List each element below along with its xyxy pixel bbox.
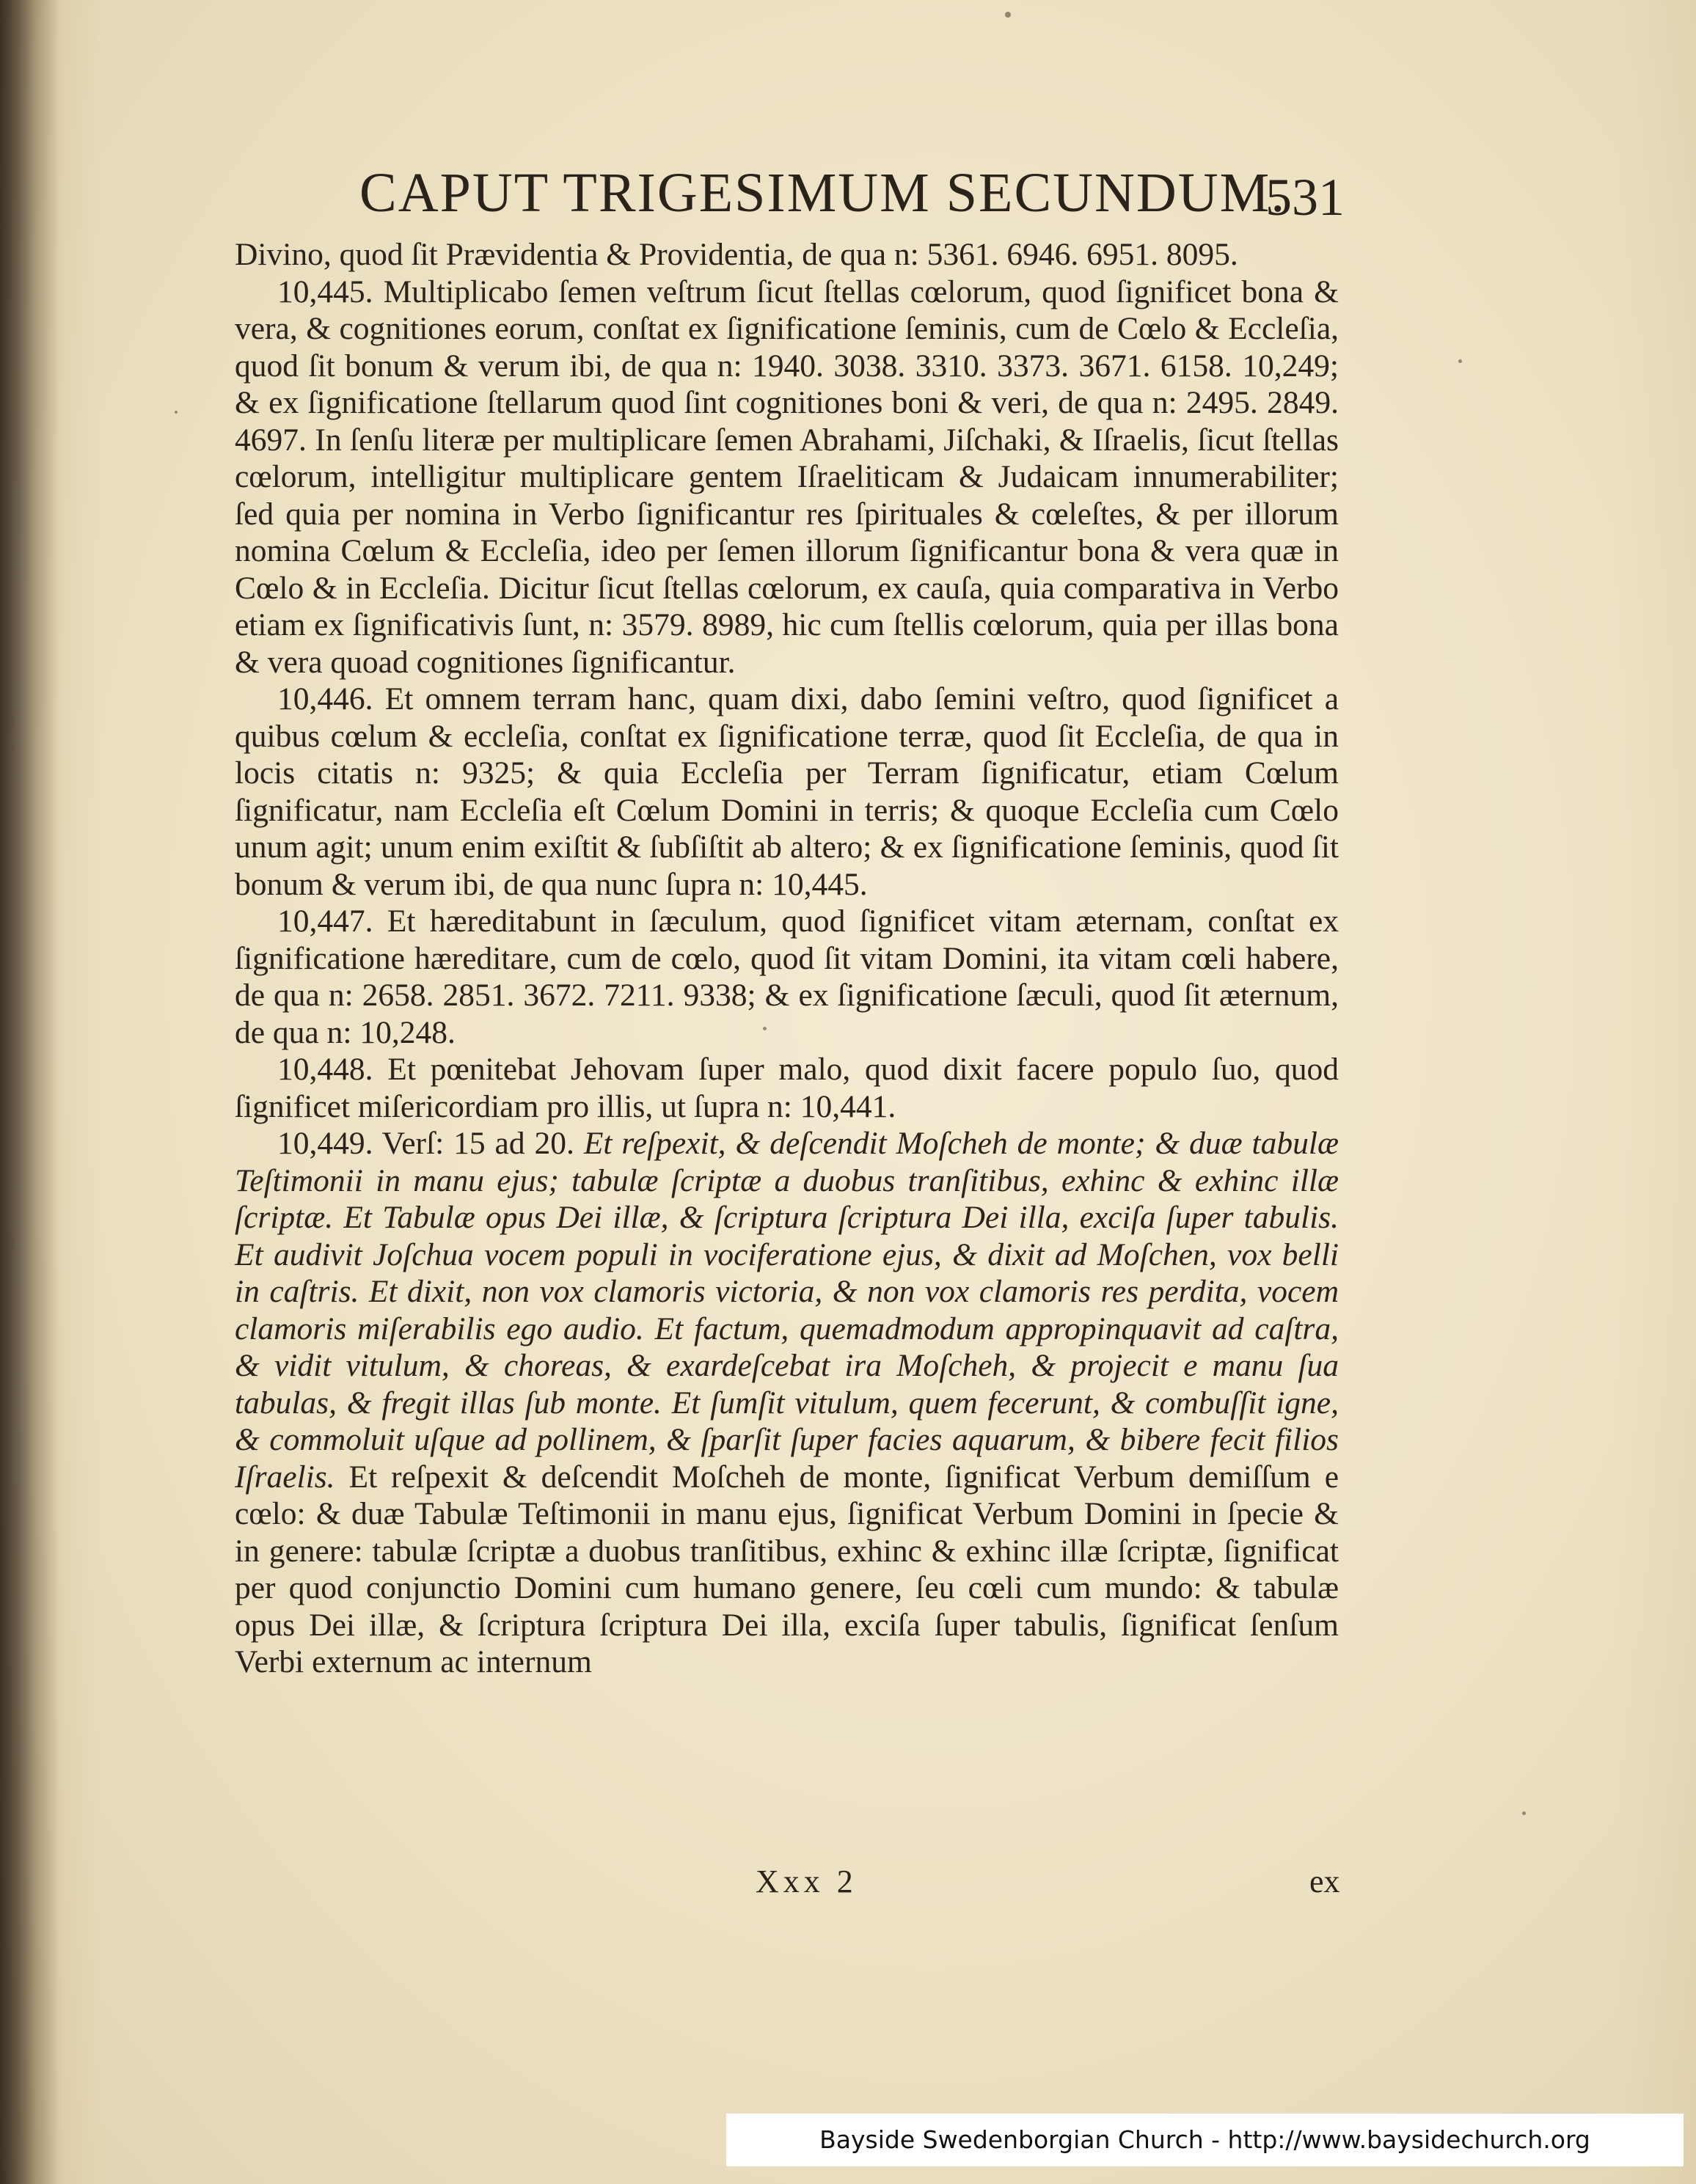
page-number: 531 [1265,168,1345,227]
running-head: CAPUT TRIGESIMUM SECUNDUM. [359,162,1287,224]
signature-mark: Xxx 2 [756,1864,858,1899]
paragraph-text: Et omnem terram hanc, quam dixi, dabo ſemini veſtro, quod ſignificet a quibus cœlum & eccleſia, conſtat ex ſignificatione terræ, quod ſit Eccleſia, de qua in locis citatis n: 9325; & quia Eccleſia per Terram ſignificatur, etiam Cœlum ſignificatur, nam Eccleſia eſt Cœlum Domini in terris; & quoque Eccleſia cum Cœlo unum agit; unum enim exiſtit & ſubſiſtit ab altero; & ex ſignificatione ſeminis, quod ſit bonum & verum ibi, de qua nunc ſupra n: 10,445. [235,681,1339,902]
paragraph-10449 [235,1125,1339,1681]
ink-speck [1005,12,1011,18]
spine-shadow [0,0,59,2184]
ink-speck [1522,1811,1526,1815]
paragraph-number: 10,449. [277,1126,373,1161]
ink-speck [1458,359,1462,363]
paragraph-text: Et pœnitebat Jehovam ſuper malo, quod dixit facere populo ſuo, quod ſignificet miſericordiam pro illis, ut ſupra n: 10,441. [235,1052,1339,1124]
watermark-banner: Bayside Swedenborgian Church - http://www.baysidechurch.org [726,2114,1684,2166]
paragraph-number: 10,445. [277,274,373,309]
ink-speck [763,1027,767,1030]
paragraph-number: 10,448. [277,1052,373,1087]
catchword: ex [1309,1864,1340,1899]
paragraph-text: Multiplicabo ſemen veſtrum ſicut ſtellas cœlorum, quod ſignificet bona & vera, & cognitiones eorum, conſtat ex ſignificatione ſeminis, cum de Cœlo & Eccleſia, quod ſit bonum & verum ibi, de qua n: 1940. 3038. 3310. 3373. 3671. 6158. 10,249; & ex ſignificatione ſtellarum quod ſint cognitiones boni & veri, de qua n: 2495. 2849. 4697. In ſenſu literæ per multiplicare ſemen Abrahami, Jiſchaki, & Iſraelis, ſicut ſtellas cœlorum, intelligitur multiplicare gentem Iſraeliticam & Judaicam innumerabiliter; ſed quia per nomina in Verbo ſignificantur res ſpirituales & cœleſtes, & per illorum nomina Cœlum & Eccleſia, ideo per ſemen illorum ſignificantur bona & vera quæ in Cœlo & in Eccleſia. Dicitur ſicut ſtellas cœlorum, ex cauſa, quia comparativa in Verbo etiam ex ſignificativis ſunt, n: 3579. 8989, hic cum ſtellis cœlorum, quia per illas bona & vera quoad cognitiones ſignificantur. [235,274,1339,680]
ink-speck [175,411,178,414]
paragraph-text: Divino, quod ſit Prævidentia & Providentia, de qua n: 5361. 6946. 6951. 8095. [235,237,1238,272]
paragraph-continuation [235,236,1339,274]
verse-reference: Verſ: 15 ad 20. [381,1126,574,1161]
paragraph-10447 [235,903,1339,1051]
paragraph-10445 [235,274,1339,681]
paragraph-10448 [235,1051,1339,1125]
paragraph-text: Et hæreditabunt in ſæculum, quod ſignificet vitam æternam, conſtat ex ſignificatione hæreditare, cum de cœlo, quod ſit vitam Domini, ita vitam cœli habere, de qua n: 2658. 2851. 3672. 7211. 9338; & ex ſignificatione ſæculi, quod ſit æternum, de qua n: 10,248. [235,904,1339,1050]
paragraph-text: Et reſpexit & deſcendit Moſcheh de monte, ſignificat Verbum demiſſum e cœlo: & duæ Tabulæ Teſtimonii in manu ejus, ſignificat Verbum Domini in ſpecie & in genere: tabulæ ſcriptæ a duobus tranſitibus, exhinc & exhinc illæ ſcriptæ, ſignificat per quod conjunctio Domini cum humano genere, ſeu cœli cum mundo: & tabulæ opus Dei illæ, & ſcriptura ſcriptura Dei illa, exciſa ſuper tabulis, ſignificat ſenſum Verbi externum ac internum [235,1459,1339,1679]
body-text [235,236,1339,1681]
paragraph-10446 [235,681,1339,903]
paragraph-number: 10,447. [277,904,373,939]
scripture-quotation: Et reſpexit, & deſcendit Moſcheh de monte; & duæ tabulæ Teſtimonii in manu ejus; tabulæ ſcriptæ a duobus tranſitibus, exhinc & exhinc illæ ſcriptæ. Et Tabulæ opus Dei illæ, & ſcriptura ſcriptura Dei illa, exciſa ſuper tabulis. Et audivit Joſchua vocem populi in vociferatione ejus, & dixit ad Moſchen, vox belli in caſtris. Et dixit, non vox clamoris victoria, & non vox clamoris res perdita, vocem clamoris miſerabilis ego audio. Et factum, quemadmodum appropinquavit ad caſtra, & vidit vitulum, & choreas, & exardeſcebat ira Moſcheh, & projecit e manu ſua tabulas, & fregit illas ſub monte. Et ſumſit vitulum, quem fecerunt, & combuſſit igne, & commoluit uſque ad pollinem, & ſparſit ſuper facies aquarum, & bibere fecit filios Iſraelis. [235,1126,1339,1495]
paragraph-number: 10,446. [277,681,373,717]
